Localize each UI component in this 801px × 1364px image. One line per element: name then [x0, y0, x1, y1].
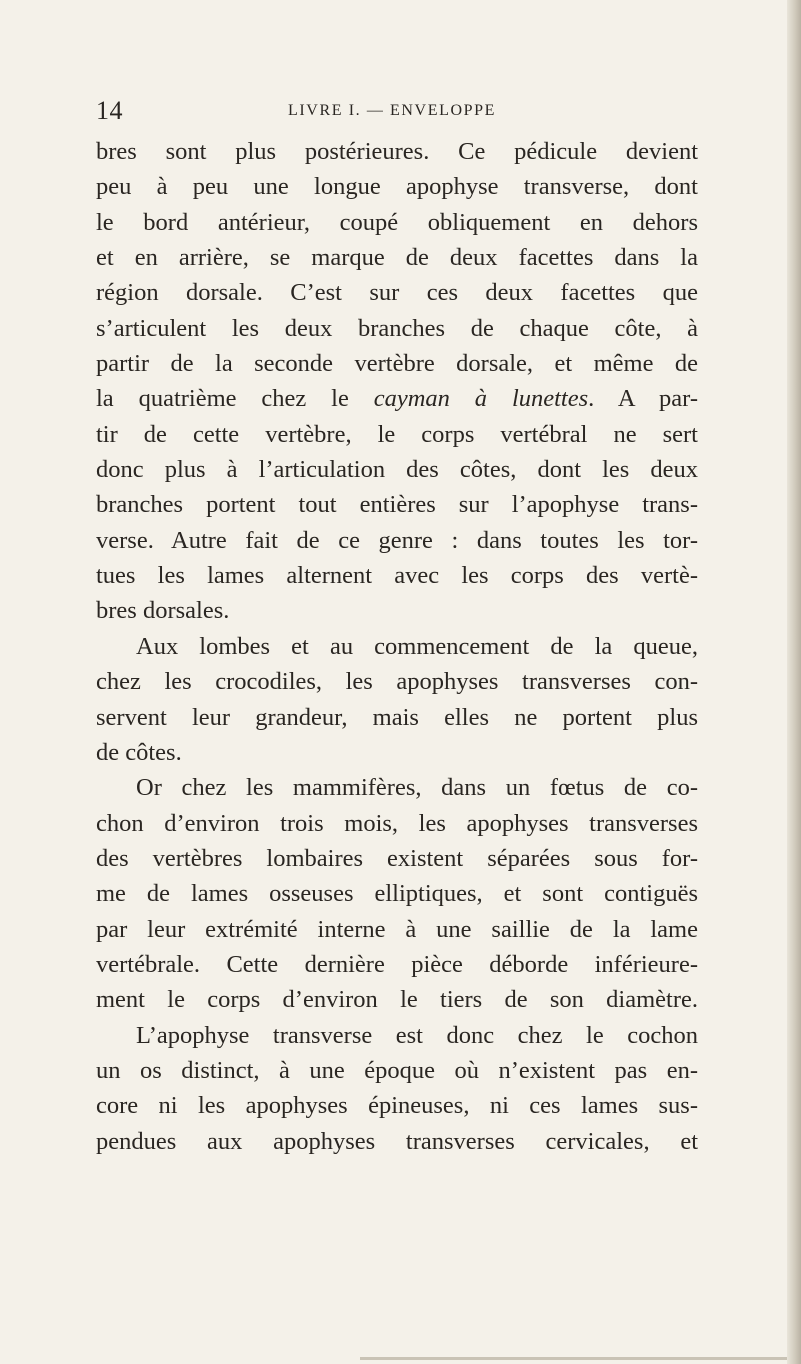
text-line: L’apophyse transverse est donc chez le cochon [136, 1021, 698, 1049]
text-line: donc plus à l’articulation des côtes, dont les deux [96, 456, 698, 484]
text-line: par leur extrémité interne à une saillie de la lame [96, 915, 698, 943]
page-edge-shadow [787, 0, 801, 1364]
text-line: bres sont plus postérieures. Ce pédicule devient [96, 138, 698, 165]
text-line: core ni les apophyses épineuses, ni ces lames sus- [96, 1092, 698, 1120]
running-head: LIVRE I. — ENVELOPPE [288, 102, 496, 119]
text-line: partir de la seconde vertèbre dorsale, et même de [96, 350, 698, 378]
text-line: bres dorsales. [96, 597, 230, 625]
text-line: le bord antérieur, coupé obliquement en dehors [96, 208, 698, 236]
text-line: servent leur grandeur, mais elles ne portent plus [96, 703, 698, 731]
text-line: chon d’environ trois mois, les apophyses transverses [96, 809, 698, 837]
text-line: région dorsale. C’est sur ces deux facettes que [96, 279, 698, 307]
body-text [96, 134, 698, 1159]
text-segment: la quatrième chez le [96, 385, 349, 413]
text-line: branches portent tout entières sur l’apophyse trans- [96, 491, 698, 519]
text-line: des vertèbres lombaires existent séparées sous for- [96, 844, 698, 872]
text-line: et en arrière, se marque de deux facettes dans la [96, 244, 698, 272]
text-line: chez les crocodiles, les apophyses transverses con- [96, 668, 698, 696]
bottom-rule [360, 1357, 787, 1360]
page-header [96, 94, 696, 134]
text-line: tues les lames alternent avec les corps des vertè- [96, 562, 698, 590]
italic-species-name: cayman à lunettes [373, 385, 589, 413]
text-line: de côtes. [96, 738, 182, 766]
page-number: 14 [96, 96, 123, 125]
text-line: pendues aux apophyses transverses cervicales, et [96, 1127, 698, 1155]
text-line: me de lames osseuses elliptiques, et sont contiguës [96, 880, 698, 908]
text-segment: . A par- [588, 385, 698, 413]
text-line: peu à peu une longue apophyse transverse, dont [96, 173, 698, 201]
text-line: s’articulent les deux branches de chaque côte, à [96, 314, 698, 342]
text-line: Or chez les mammifères, dans un fœtus de co- [136, 774, 698, 802]
text-line [96, 381, 698, 416]
text-line: ment le corps d’environ le tiers de son diamètre. [96, 986, 698, 1014]
text-line: tir de cette vertèbre, le corps vertébral ne sert [96, 420, 698, 448]
text-line: Aux lombes et au commencement de la queue, [136, 632, 698, 660]
text-line: vertébrale. Cette dernière pièce déborde inférieure- [96, 950, 698, 978]
text-line: un os distinct, à une époque où n’existent pas en- [96, 1056, 698, 1084]
text-line: verse. Autre fait de ce genre : dans toutes les tor- [96, 526, 698, 554]
